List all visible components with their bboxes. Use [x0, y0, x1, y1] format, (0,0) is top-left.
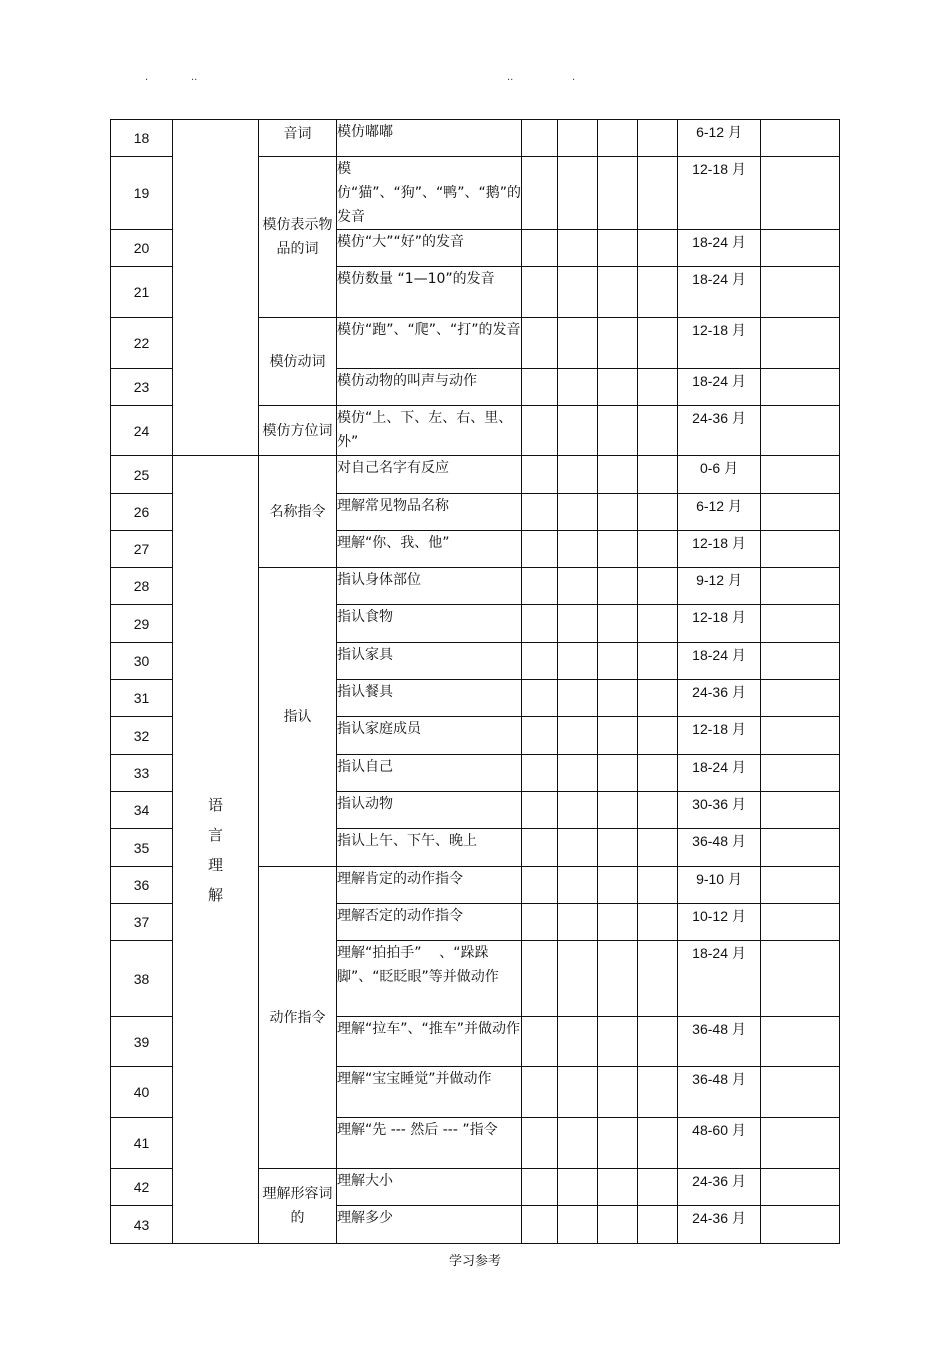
check-cell[interactable] — [638, 941, 678, 1017]
row-number: 34 — [111, 792, 173, 829]
check-cell[interactable] — [598, 531, 638, 568]
check-cell[interactable] — [558, 494, 598, 531]
subcategory-label: 名称指令 — [259, 456, 337, 568]
check-cell[interactable] — [598, 755, 638, 792]
row-number: 35 — [111, 829, 173, 867]
row-number: 22 — [111, 318, 173, 369]
check-cell[interactable] — [638, 680, 678, 717]
item-text: 理解“拉车”、“推车”并做动作 — [337, 1017, 522, 1067]
item-text: 模仿数量 “1—10”的发音 — [337, 267, 522, 318]
header-mark: . — [572, 72, 576, 83]
check-cell[interactable] — [522, 792, 558, 829]
check-cell[interactable] — [522, 318, 558, 369]
row-number: 42 — [111, 1169, 173, 1206]
check-cell[interactable] — [558, 643, 598, 680]
row-number: 37 — [111, 904, 173, 941]
check-cell[interactable] — [522, 369, 558, 406]
check-cell[interactable] — [522, 531, 558, 568]
age-range: 6-12 月 — [678, 120, 761, 157]
notes-cell[interactable] — [761, 792, 840, 829]
check-cell[interactable] — [558, 867, 598, 904]
check-cell[interactable] — [522, 1017, 558, 1067]
check-cell[interactable] — [522, 267, 558, 318]
page-header-marks — [0, 72, 950, 88]
check-cell[interactable] — [598, 456, 638, 494]
item-text: 模仿“大”“好”的发音 — [337, 230, 522, 267]
row-number: 41 — [111, 1118, 173, 1169]
notes-cell[interactable] — [761, 456, 840, 494]
check-cell[interactable] — [638, 531, 678, 568]
item-text: 理解肯定的动作指令 — [337, 867, 522, 904]
check-cell[interactable] — [598, 680, 638, 717]
check-cell[interactable] — [522, 717, 558, 755]
check-cell[interactable] — [522, 230, 558, 267]
check-cell[interactable] — [558, 605, 598, 643]
subcategory-label: 动作指令 — [259, 867, 337, 1169]
check-cell[interactable] — [558, 1206, 598, 1244]
row-number: 30 — [111, 643, 173, 680]
check-cell[interactable] — [558, 230, 598, 267]
check-cell[interactable] — [598, 369, 638, 406]
notes-cell[interactable] — [761, 717, 840, 755]
header-mark: .. — [191, 72, 198, 83]
check-cell[interactable] — [598, 1206, 638, 1244]
check-cell[interactable] — [638, 369, 678, 406]
check-cell[interactable] — [558, 680, 598, 717]
check-cell[interactable] — [522, 605, 558, 643]
item-text: 指认身体部位 — [337, 568, 522, 605]
check-cell[interactable] — [638, 1067, 678, 1118]
check-cell[interactable] — [638, 829, 678, 867]
check-cell[interactable] — [598, 829, 638, 867]
check-cell[interactable] — [638, 867, 678, 904]
check-cell[interactable] — [558, 406, 598, 456]
item-text: 指认上午、下午、晚上 — [337, 829, 522, 867]
row-number: 27 — [111, 531, 173, 568]
check-cell[interactable] — [522, 1206, 558, 1244]
item-text: 模仿“猫”、“狗”、“鸭”、“鹅”的发音 — [337, 157, 522, 230]
subcategory-label: 模仿动词 — [259, 318, 337, 406]
check-cell[interactable] — [558, 829, 598, 867]
check-cell[interactable] — [558, 1017, 598, 1067]
check-cell[interactable] — [522, 568, 558, 605]
age-range: 9-12 月 — [678, 568, 761, 605]
notes-cell[interactable] — [761, 369, 840, 406]
item-text: 理解“宝宝睡觉”并做动作 — [337, 1067, 522, 1118]
check-cell[interactable] — [638, 755, 678, 792]
check-cell[interactable] — [558, 904, 598, 941]
check-cell[interactable] — [598, 267, 638, 318]
item-text: 指认动物 — [337, 792, 522, 829]
check-cell[interactable] — [598, 120, 638, 157]
check-cell[interactable] — [558, 318, 598, 369]
check-cell[interactable] — [638, 267, 678, 318]
area-cell-blank — [173, 120, 259, 456]
notes-cell[interactable] — [761, 568, 840, 605]
item-text: 理解“你、我、他” — [337, 531, 522, 568]
check-cell[interactable] — [558, 717, 598, 755]
check-cell[interactable] — [558, 456, 598, 494]
row-number: 24 — [111, 406, 173, 456]
check-cell[interactable] — [598, 1118, 638, 1169]
check-cell[interactable] — [638, 605, 678, 643]
age-range: 18-24 月 — [678, 643, 761, 680]
check-cell[interactable] — [638, 904, 678, 941]
check-cell[interactable] — [558, 267, 598, 318]
check-cell[interactable] — [598, 230, 638, 267]
item-text: 模仿嘟嘟 — [337, 120, 522, 157]
age-range: 18-24 月 — [678, 267, 761, 318]
row-number: 20 — [111, 230, 173, 267]
notes-cell[interactable] — [761, 643, 840, 680]
age-range: 10-12 月 — [678, 904, 761, 941]
check-cell[interactable] — [522, 1169, 558, 1206]
check-cell[interactable] — [558, 568, 598, 605]
item-text: 模仿“上、下、左、右、里、外” — [337, 406, 522, 456]
item-text: 理解多少 — [337, 1206, 522, 1244]
check-cell[interactable] — [598, 605, 638, 643]
age-range: 12-18 月 — [678, 531, 761, 568]
check-cell[interactable] — [522, 406, 558, 456]
assessment-table — [110, 119, 840, 1244]
item-text: 对自己名字有反应 — [337, 456, 522, 494]
item-text: 理解大小 — [337, 1169, 522, 1206]
item-text: 理解否定的动作指令 — [337, 904, 522, 941]
notes-cell[interactable] — [761, 904, 840, 941]
notes-cell[interactable] — [761, 941, 840, 1017]
row-number: 21 — [111, 267, 173, 318]
check-cell[interactable] — [522, 829, 558, 867]
age-range: 12-18 月 — [678, 318, 761, 369]
item-text: 模仿动物的叫声与动作 — [337, 369, 522, 406]
age-range: 12-18 月 — [678, 717, 761, 755]
check-cell[interactable] — [558, 1169, 598, 1206]
check-cell[interactable] — [558, 369, 598, 406]
age-range: 30-36 月 — [678, 792, 761, 829]
check-cell[interactable] — [522, 755, 558, 792]
check-cell[interactable] — [522, 1067, 558, 1118]
area-label: 语言理解 — [173, 456, 259, 1244]
check-cell[interactable] — [598, 904, 638, 941]
row-number: 40 — [111, 1067, 173, 1118]
item-text: 理解“拍拍手” 、“跺跺脚”、“眨眨眼”等并做动作 — [337, 941, 522, 1017]
check-cell[interactable] — [598, 792, 638, 829]
row-number: 29 — [111, 605, 173, 643]
check-cell[interactable] — [558, 157, 598, 230]
check-cell[interactable] — [558, 792, 598, 829]
row-number: 33 — [111, 755, 173, 792]
notes-cell[interactable] — [761, 605, 840, 643]
row-number: 28 — [111, 568, 173, 605]
notes-cell[interactable] — [761, 230, 840, 267]
notes-cell[interactable] — [761, 267, 840, 318]
check-cell[interactable] — [638, 406, 678, 456]
age-range: 9-10 月 — [678, 867, 761, 904]
header-mark: . — [145, 72, 149, 83]
age-range: 24-36 月 — [678, 680, 761, 717]
notes-cell[interactable] — [761, 1206, 840, 1244]
check-cell[interactable] — [598, 643, 638, 680]
notes-cell[interactable] — [761, 318, 840, 369]
notes-cell[interactable] — [761, 829, 840, 867]
age-range: 18-24 月 — [678, 755, 761, 792]
check-cell[interactable] — [558, 120, 598, 157]
age-range: 18-24 月 — [678, 230, 761, 267]
notes-cell[interactable] — [761, 867, 840, 904]
notes-cell[interactable] — [761, 120, 840, 157]
age-range: 18-24 月 — [678, 941, 761, 1017]
row-number: 32 — [111, 717, 173, 755]
age-range: 24-36 月 — [678, 1206, 761, 1244]
age-range: 48-60 月 — [678, 1118, 761, 1169]
check-cell[interactable] — [522, 904, 558, 941]
check-cell[interactable] — [638, 1206, 678, 1244]
check-cell[interactable] — [638, 717, 678, 755]
check-cell[interactable] — [598, 1017, 638, 1067]
table-row — [111, 456, 840, 494]
notes-cell[interactable] — [761, 1118, 840, 1169]
check-cell[interactable] — [558, 941, 598, 1017]
row-number: 43 — [111, 1206, 173, 1244]
age-range: 36-48 月 — [678, 829, 761, 867]
check-cell[interactable] — [598, 494, 638, 531]
age-range: 0-6 月 — [678, 456, 761, 494]
row-number: 25 — [111, 456, 173, 494]
check-cell[interactable] — [598, 157, 638, 230]
check-cell[interactable] — [598, 1067, 638, 1118]
table-row — [111, 120, 840, 157]
subcategory-label: 模仿表示物品的词 — [259, 157, 337, 318]
notes-cell[interactable] — [761, 755, 840, 792]
item-text: 指认家庭成员 — [337, 717, 522, 755]
notes-cell[interactable] — [761, 1169, 840, 1206]
age-range: 6-12 月 — [678, 494, 761, 531]
subcategory-label: 指认 — [259, 568, 337, 867]
age-range: 18-24 月 — [678, 369, 761, 406]
check-cell[interactable] — [598, 941, 638, 1017]
row-number: 26 — [111, 494, 173, 531]
check-cell[interactable] — [598, 318, 638, 369]
check-cell[interactable] — [522, 157, 558, 230]
check-cell[interactable] — [638, 456, 678, 494]
row-number: 36 — [111, 867, 173, 904]
check-cell[interactable] — [522, 680, 558, 717]
check-cell[interactable] — [598, 867, 638, 904]
age-range: 36-48 月 — [678, 1017, 761, 1067]
check-cell[interactable] — [522, 867, 558, 904]
notes-cell[interactable] — [761, 680, 840, 717]
notes-cell[interactable] — [761, 1017, 840, 1067]
check-cell[interactable] — [638, 792, 678, 829]
check-cell[interactable] — [522, 1118, 558, 1169]
check-cell[interactable] — [638, 494, 678, 531]
check-cell[interactable] — [638, 120, 678, 157]
row-number: 39 — [111, 1017, 173, 1067]
subcategory-label: 模仿方位词 — [259, 406, 337, 456]
check-cell[interactable] — [558, 1118, 598, 1169]
item-text: 指认餐具 — [337, 680, 522, 717]
check-cell[interactable] — [598, 717, 638, 755]
row-number: 19 — [111, 157, 173, 230]
age-range: 12-18 月 — [678, 157, 761, 230]
check-cell[interactable] — [598, 1169, 638, 1206]
check-cell[interactable] — [638, 1169, 678, 1206]
check-cell[interactable] — [638, 643, 678, 680]
notes-cell[interactable] — [761, 157, 840, 230]
item-text: 指认自己 — [337, 755, 522, 792]
notes-cell[interactable] — [761, 531, 840, 568]
check-cell[interactable] — [598, 568, 638, 605]
check-cell[interactable] — [522, 456, 558, 494]
age-range: 12-18 月 — [678, 605, 761, 643]
row-number: 31 — [111, 680, 173, 717]
subcategory-label: 音词 — [259, 120, 337, 157]
notes-cell[interactable] — [761, 1067, 840, 1118]
check-cell[interactable] — [522, 494, 558, 531]
header-mark: .. — [507, 72, 514, 83]
row-number: 23 — [111, 369, 173, 406]
check-cell[interactable] — [638, 157, 678, 230]
check-cell[interactable] — [638, 1118, 678, 1169]
check-cell[interactable] — [522, 643, 558, 680]
item-text: 模仿“跑”、“爬”、“打”的发音 — [337, 318, 522, 369]
notes-cell[interactable] — [761, 494, 840, 531]
check-cell[interactable] — [638, 318, 678, 369]
check-cell[interactable] — [522, 120, 558, 157]
item-text: 指认食物 — [337, 605, 522, 643]
check-cell[interactable] — [598, 406, 638, 456]
subcategory-label: 理解形容词的 — [259, 1169, 337, 1244]
check-cell[interactable] — [522, 941, 558, 1017]
age-range: 24-36 月 — [678, 1169, 761, 1206]
check-cell[interactable] — [558, 1067, 598, 1118]
check-cell[interactable] — [558, 531, 598, 568]
check-cell[interactable] — [638, 568, 678, 605]
page-footer: 学习参考 — [448, 1254, 501, 1269]
item-text: 指认家具 — [337, 643, 522, 680]
check-cell[interactable] — [638, 1017, 678, 1067]
item-text: 理解常见物品名称 — [337, 494, 522, 531]
item-text: 理解“先 --- 然后 --- ”指令 — [337, 1118, 522, 1169]
check-cell[interactable] — [558, 755, 598, 792]
check-cell[interactable] — [638, 230, 678, 267]
age-range: 24-36 月 — [678, 406, 761, 456]
row-number: 18 — [111, 120, 173, 157]
age-range: 36-48 月 — [678, 1067, 761, 1118]
row-number: 38 — [111, 941, 173, 1017]
notes-cell[interactable] — [761, 406, 840, 456]
